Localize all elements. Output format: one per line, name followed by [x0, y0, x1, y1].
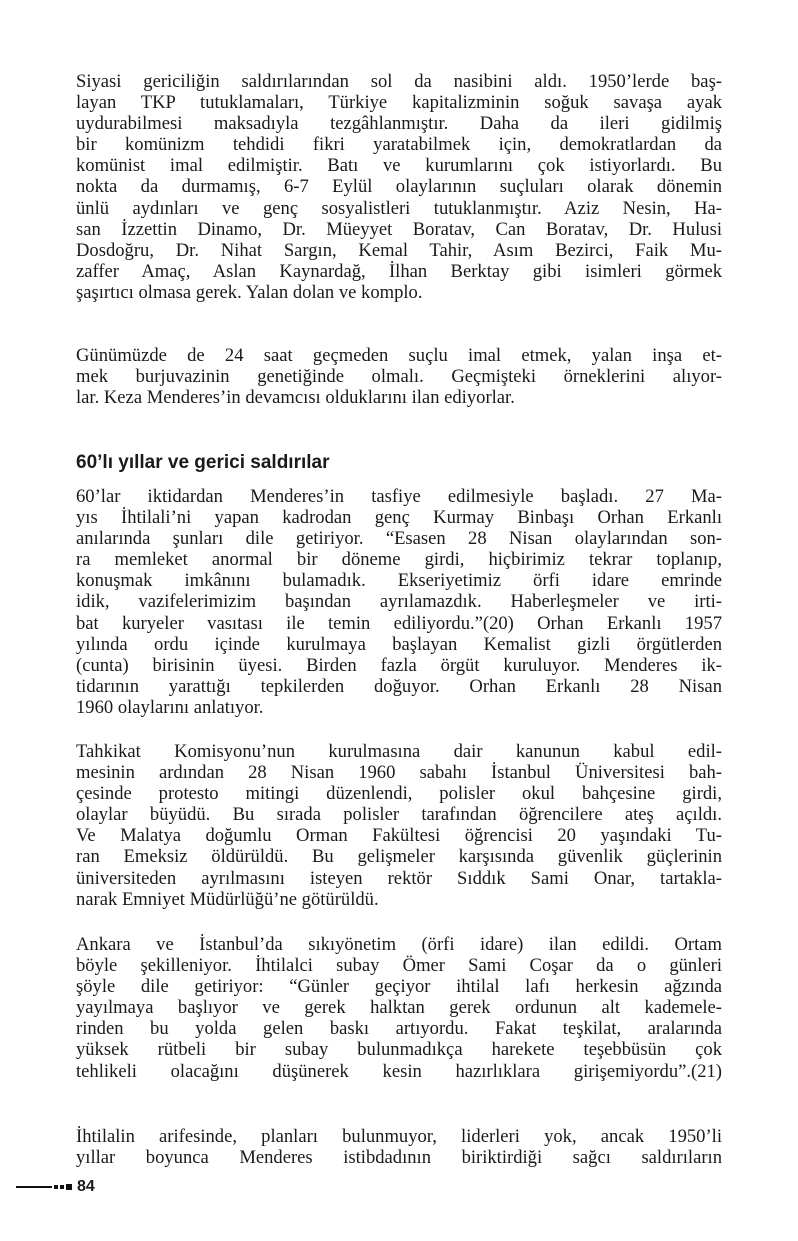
text-line: idik, vazifelerimizim başından ayrılamazdık. Haberleşmeler ve irti-: [76, 591, 722, 613]
text-line: Tahkikat Komisyonu’nun kurulmasına dair kanunun kabul edil-: [76, 741, 722, 762]
paragraph: [76, 71, 722, 303]
paragraph: [76, 934, 722, 1082]
text-line: san İzzettin Dinamo, Dr. Müeyyet Boratav, Can Boratav, Dr. Hulusi: [76, 218, 722, 240]
text-line: 60’lar iktidardan Menderes’in tasfiye edilmesiyle başladı. 27 Ma-: [76, 486, 722, 507]
footer-dot: [60, 1185, 64, 1189]
text-line: ran Emeksiz öldürüldü. Bu gelişmeler karşısında güvenlik güçlerinin: [76, 846, 722, 868]
paragraph: [76, 1126, 722, 1168]
footer-dot: [54, 1185, 58, 1189]
text-line: Siyasi gericiliğin saldırılarından sol da nasibini aldı. 1950’lerde baş-: [76, 71, 722, 92]
text-line: (cunta) birisinin üyesi. Birden fazla örgüt kuruluyor. Menderes ik-: [76, 654, 722, 676]
text-line: ra memleket anormal bir döneme girdi, hiçbirimiz tekrar toplanıp,: [76, 549, 722, 571]
paragraph: [76, 345, 722, 408]
text-line: Günümüzde de 24 saat geçmeden suçlu imal etmek, yalan inşa et-: [76, 345, 722, 366]
text-line: rinden bu yolda gelen baskı artıyordu. Fakat teşkilat, aralarında: [76, 1018, 722, 1040]
text-line: zaffer Amaç, Aslan Kaynardağ, İlhan Berktay gibi isimleri görmek: [76, 260, 722, 282]
text-line: 1960 olaylarını anlatıyor.: [76, 696, 264, 718]
text-line: mesinin ardından 28 Nisan 1960 sabahı İstanbul Üniversitesi bah-: [76, 762, 722, 784]
text-line: yıs İhtilali’ni yapan kadrodan genç Kurmay Binbaşı Orhan Erkanlı: [76, 507, 722, 529]
text-line: mek burjuvazinin genetiğinde olmalı. Geçmişteki örneklerini alıyor-: [76, 366, 722, 388]
text-line: bat kuryeler vasıtası ile temin ediliyordu.”(20) Orhan Erkanlı 1957: [76, 612, 722, 634]
footer-dot: [66, 1184, 72, 1190]
text-line: Ankara ve İstanbul’da sıkıyönetim (örfi idare) ilan edildi. Ortam: [76, 934, 722, 955]
text-line: Ve Malatya doğumlu Orman Fakültesi öğrencisi 20 yaşındaki Tu-: [76, 825, 722, 847]
text-line: komünist imal edilmiştir. Batı ve kurumlarını çok istiyorlardı. Bu: [76, 155, 722, 177]
text-line: yayılmaya başlıyor ve gerek halktan gerek ordunun alt kademele-: [76, 997, 722, 1019]
text-line: konuşmak imkânını bulamadık. Ekseriyetimiz örfi idare emrinde: [76, 570, 722, 592]
text-line: anılarında şunları dile getiriyor. “Esasen 28 Nisan olaylarından son-: [76, 528, 722, 550]
text-line: İhtilalin arifesinde, planları bulunmuyor, liderleri yok, ancak 1950’li: [76, 1126, 722, 1147]
text-line: Dosdoğru, Dr. Nihat Sargın, Kemal Tahir, Asım Bezirci, Faik Mu-: [76, 239, 722, 261]
text-line: yüksek rütbeli bir subay bulunmadıkça harekete teşebbüsün çok: [76, 1039, 722, 1061]
text-line: lar. Keza Menderes’in devamcısı olduklarını ilan ediyorlar.: [76, 387, 515, 409]
paragraph: [76, 486, 722, 718]
paragraph: [76, 741, 722, 910]
text-line: uydurabilmesi maksadıyla tezgâhlanmıştır. Daha da ileri gidilmiş: [76, 113, 722, 135]
text-line: yıllar boyunca Menderes istibdadının biriktirdiği sağcı saldırıların: [76, 1147, 722, 1169]
text-line: olaylar büyüdü. Bu sırada polisler tarafından öğrencilere ateş açıldı.: [76, 804, 722, 826]
text-line: şöyle dile getiriyor: “Günler geçiyor ihtilal lafı herkesin ağzında: [76, 976, 722, 998]
text-line: yılında ordu içinde kurulmaya başlayan Kemalist gizli örgütlerden: [76, 633, 722, 655]
section-heading: 60’lı yıllar ve gerici saldırılar: [76, 452, 330, 473]
text-line: nokta da durmamış, 6-7 Eylül olaylarının suçluları olarak dönemin: [76, 176, 722, 198]
text-line: tidarının yarattığı tepkilerden doğuyor. Orhan Erkanlı 28 Nisan: [76, 675, 722, 697]
text-line: bir komünizm tehdidi fikri yaratabilmek için, demokratlardan da: [76, 134, 722, 156]
text-line: çesinde protesto mitingi düzenlendi, polisler okul bahçesine girdi,: [76, 783, 722, 805]
page-number: 84: [77, 1178, 95, 1195]
page-footer: [16, 1178, 95, 1196]
text-line: tehlikeli olacağını düşünerek kesin hazırlıklara girişemiyordu”.(21): [76, 1060, 722, 1082]
text-line: layan TKP tutuklamaları, Türkiye kapitalizminin soğuk savaşa ayak: [76, 92, 722, 114]
footer-rule: [16, 1186, 52, 1188]
text-line: ünlü aydınları ve genç sosyalistleri tutuklanmıştır. Aziz Nesin, Ha-: [76, 197, 722, 219]
text-line: şaşırtıcı olmasa gerek. Yalan dolan ve komplo.: [76, 281, 423, 303]
text-line: narak Emniyet Müdürlüğü’ne götürüldü.: [76, 888, 379, 910]
text-line: üniversiteden ayrılmasını isteyen rektör Sıddık Sami Onar, tartakla-: [76, 867, 722, 889]
text-line: böyle şekilleniyor. İhtilalci subay Ömer Sami Coşar da o günleri: [76, 955, 722, 977]
